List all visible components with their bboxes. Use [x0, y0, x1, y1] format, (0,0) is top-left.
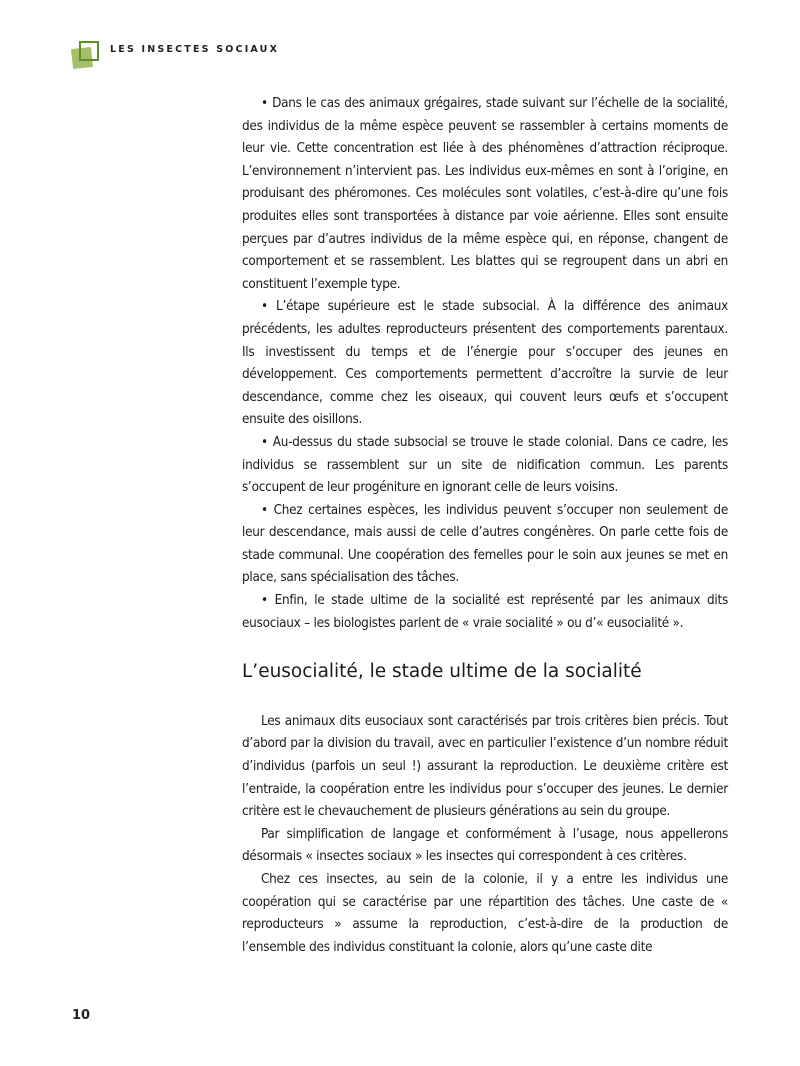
- bullet-paragraph-eusocial: • Enfin, le stade ultime de la socialité est représenté par les animaux dits eusociaux – les biologistes parlent de « vraie socialité » ou d’« eusocialité ».: [242, 590, 728, 635]
- running-header: [72, 40, 472, 70]
- bullet-paragraph-gregaire: • Dans le cas des animaux grégaires, stade suivant sur l’échelle de la socialité, des individus de la même espèce peuvent se rassembler à certains moments de leur vie. Cette concentration est liée à des phénomènes d’attraction réciproque. L’environnement n’intervient pas. Les individus eux-mêmes en sont à l’origine, en produisant des phéromones. Ces molécules sont volatiles, c’est-à-dire qu’une fois produites elles sont transportées à distance par voie aérienne. Elles sont ensuite perçues par d’autres individus de la même espèce qui, en réponse, changent de comportement et se rassemblent. Les blattes qui se regroupent dans un abri en constituent l’exemple type.: [242, 93, 728, 296]
- paragraph-criteria: Les animaux dits eusociaux sont caractérisés par trois critères bien précis. Tout d’abord par la division du travail, avec en particulier l’existence d’un nombre réduit d’individus (parfois un seul !) assurant la reproduction. Le deuxième critère est l’entraide, la coopération entre les individus pour s’occuper des jeunes. Le dernier critère est le chevauchement de plusieurs générations au sein du groupe.: [242, 713, 728, 820]
- bullet-paragraph-colonial: • Au-dessus du stade subsocial se trouve le stade colonial. Dans ce cadre, les individus se rassemblent sur un site de nidification commun. Les parents s’occupent de leur progéniture en ignorant celle de leurs voisins.: [242, 432, 728, 500]
- overlapping-squares-logo-icon: [72, 40, 102, 70]
- bullet-paragraph-communal: • Chez certaines espèces, les individus peuvent s’occuper non seulement de leur descendance, mais aussi de celle d’autres congénères. On parle cette fois de stade communal. Une coopération des femelles pour le soin aux jeunes se met en place, sans spécialisation des tâches.: [242, 500, 728, 590]
- bullet-paragraph-subsocial: • L’étape supérieure est le stade subsocial. À la différence des animaux précédents, les adultes reproducteurs présentent des comportements parentaux. Ils investissent du temps et de l’énergie pour s’occuper des jeunes en développement. Ces comportements permettent d’accroître la survie de leur descendance, comme chez les oiseaux, qui couvent leurs œufs et s’occupent ensuite des oisillons.: [242, 296, 728, 432]
- running-title: LES INSECTES SOCIAUX: [110, 44, 280, 55]
- logo-dark-square-outline: [79, 41, 99, 61]
- page-body: [242, 93, 728, 959]
- paragraph-terminology: Par simplification de langage et conformément à l’usage, nous appellerons désormais « insectes sociaux » les insectes qui correspondent à ces critères.: [242, 826, 728, 865]
- section-heading: L’eusocialité, le stade ultime de la socialité: [242, 661, 642, 683]
- page-number: 10: [72, 1008, 91, 1023]
- paragraph-castes: Chez ces insectes, au sein de la colonie, il y a entre les individus une coopération qui se caractérise par une répartition des tâches. Une caste de « reproducteurs » assume la reproduction, c’est-à-dire de la production de l’ensemble des individus constituant la colonie, alors qu’une caste dite: [242, 872, 728, 955]
